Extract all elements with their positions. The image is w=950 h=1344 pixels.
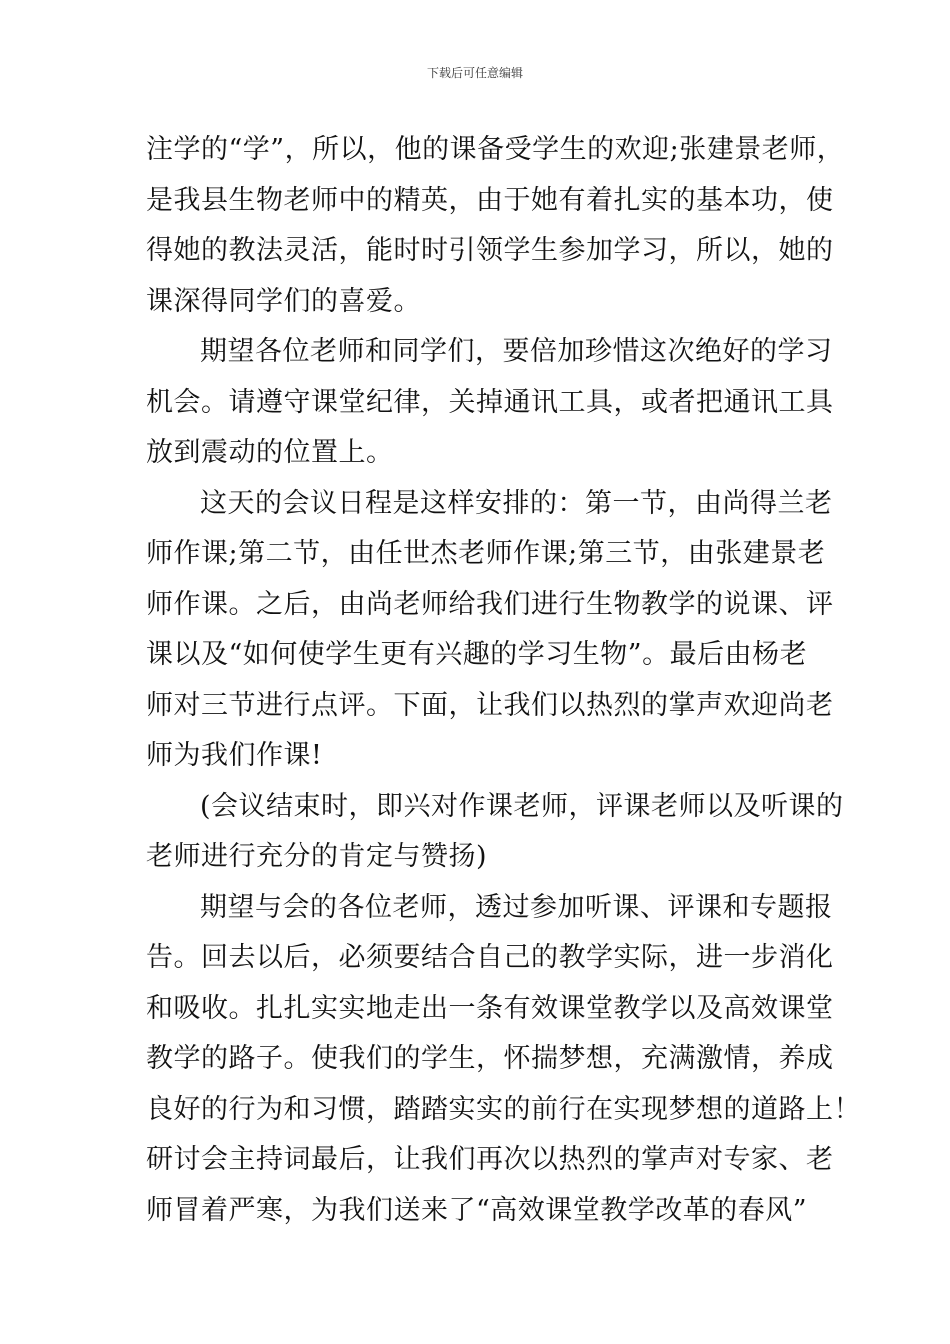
paragraph-start-line: (会议结束时，即兴对作课老师，评课老师以及听课的	[200, 790, 844, 822]
text-line: 课深得同学们的喜爱。	[146, 285, 421, 317]
paragraph-start-line: 期望与会的各位老师，透过参加听课、评课和专题报	[200, 891, 833, 923]
text-line: 师作课;第二节，由任世杰老师作课;第三节，由张建景老	[146, 538, 826, 569]
text-line: 和吸收。扎扎实实地走出一条有效课堂教学以及高效课堂	[146, 992, 834, 1024]
text-line: 良好的行为和习惯，踏踏实实的前行在实现梦想的道路上！	[146, 1093, 861, 1125]
text-line: 注学的“学”，所以，他的课备受学生的欢迎;张建景老师，	[146, 134, 845, 165]
paragraph-start-line: 期望各位老师和同学们，要倍加珍惜这次绝好的学习	[200, 336, 833, 367]
text-line: 告。回去以后，必须要结合自己的教学实际，进一步消化	[146, 942, 834, 973]
text-line: 师作课。之后，由尚老师给我们进行生物教学的说课、评	[146, 588, 834, 620]
text-line: 机会。请遵守课堂纪律，关掉通讯工具，或者把通讯工具	[146, 386, 834, 418]
text-line: 放到震动的位置上。	[146, 437, 394, 468]
text-line: 师对三节进行点评。下面，让我们以热烈的掌声欢迎尚老	[146, 689, 834, 721]
page-header: 下载后可任意编辑	[426, 66, 523, 80]
text-line: 得她的教法灵活，能时时引领学生参加学习，所以，她的	[146, 235, 834, 266]
document-body	[146, 125, 861, 1236]
text-line: 师冒着严寒，为我们送来了“高效课堂教学改革的春风”	[146, 1194, 808, 1226]
text-line: 课以及“如何使学生更有兴趣的学习生物”。最后由杨老	[146, 639, 808, 670]
text-line: 教学的路子。使我们的学生，怀揣梦想，充满激情，养成	[146, 1043, 834, 1074]
text-line: 研讨会主持词最后，让我们再次以热烈的掌声对专家、老	[146, 1144, 834, 1175]
paragraph-start-line: 这天的会议日程是这样安排的：第一节，由尚得兰老	[200, 487, 833, 519]
text-line: 师为我们作课!	[146, 740, 323, 771]
text-line: 老师进行充分的肯定与赞扬)	[146, 841, 488, 872]
text-line: 是我县生物老师中的精英，由于她有着扎实的基本功，使	[146, 184, 834, 216]
